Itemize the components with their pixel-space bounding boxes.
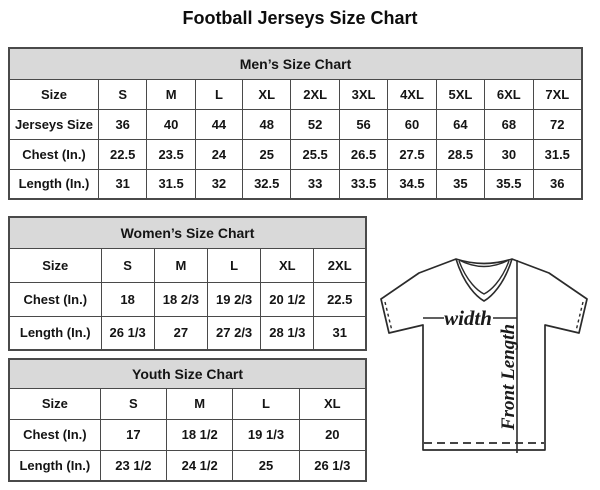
table-row bbox=[9, 169, 582, 199]
row-label: Size bbox=[9, 248, 101, 282]
size-cell: M bbox=[167, 388, 233, 419]
size-cell: 4XL bbox=[388, 79, 436, 109]
womens-size-table bbox=[8, 216, 367, 351]
size-cell: 31.5 bbox=[147, 169, 195, 199]
size-cell: 64 bbox=[436, 109, 484, 139]
size-cell: S bbox=[98, 79, 146, 109]
size-cell: 22.5 bbox=[98, 139, 146, 169]
size-cell: 36 bbox=[533, 169, 582, 199]
size-cell: 31 bbox=[98, 169, 146, 199]
table-title: Men’s Size Chart bbox=[9, 48, 582, 79]
size-cell: 25 bbox=[233, 450, 299, 481]
size-cell: XL bbox=[299, 388, 366, 419]
row-label: Chest (In.) bbox=[9, 419, 100, 450]
size-cell: 20 1/2 bbox=[261, 282, 314, 316]
size-cell: 24 bbox=[195, 139, 242, 169]
size-cell: M bbox=[154, 248, 207, 282]
size-cell: S bbox=[100, 388, 166, 419]
jersey-outline bbox=[381, 259, 587, 450]
size-cell: 30 bbox=[485, 139, 533, 169]
size-cell: M bbox=[147, 79, 195, 109]
size-cell: 28 1/3 bbox=[261, 316, 314, 350]
size-cell: 31.5 bbox=[533, 139, 582, 169]
size-cell: 18 1/2 bbox=[167, 419, 233, 450]
size-cell: 18 2/3 bbox=[154, 282, 207, 316]
size-cell: 23.5 bbox=[147, 139, 195, 169]
row-label: Length (In.) bbox=[9, 169, 98, 199]
table-row bbox=[9, 109, 582, 139]
size-cell: L bbox=[195, 79, 242, 109]
row-label: Length (In.) bbox=[9, 450, 100, 481]
size-cell: 20 bbox=[299, 419, 366, 450]
size-cell: 36 bbox=[98, 109, 146, 139]
table-row bbox=[9, 388, 366, 419]
size-cell: 25.5 bbox=[291, 139, 339, 169]
jersey-diagram bbox=[371, 247, 590, 459]
size-cell: 26 1/3 bbox=[299, 450, 366, 481]
size-cell: 27 2/3 bbox=[207, 316, 260, 350]
size-cell: S bbox=[101, 248, 154, 282]
size-cell: 40 bbox=[147, 109, 195, 139]
size-cell: L bbox=[207, 248, 260, 282]
size-cell: 19 1/3 bbox=[233, 419, 299, 450]
table-row bbox=[9, 282, 366, 316]
size-cell: 18 bbox=[101, 282, 154, 316]
table-title: Youth Size Chart bbox=[9, 359, 366, 388]
size-cell: 2XL bbox=[291, 79, 339, 109]
mens-size-table bbox=[8, 47, 583, 200]
size-cell: 3XL bbox=[339, 79, 387, 109]
size-cell: 31 bbox=[314, 316, 366, 350]
size-cell: 33 bbox=[291, 169, 339, 199]
size-cell: 25 bbox=[243, 139, 291, 169]
jersey-illustration bbox=[371, 247, 590, 459]
size-cell: 27.5 bbox=[388, 139, 436, 169]
size-cell: 52 bbox=[291, 109, 339, 139]
size-cell: 35.5 bbox=[485, 169, 533, 199]
size-cell: 68 bbox=[485, 109, 533, 139]
row-label: Length (In.) bbox=[9, 316, 101, 350]
size-cell: 44 bbox=[195, 109, 242, 139]
size-cell: 72 bbox=[533, 109, 582, 139]
size-cell: 35 bbox=[436, 169, 484, 199]
size-cell: 27 bbox=[154, 316, 207, 350]
table-row bbox=[9, 79, 582, 109]
table-row bbox=[9, 419, 366, 450]
size-cell: 28.5 bbox=[436, 139, 484, 169]
size-cell: 32.5 bbox=[243, 169, 291, 199]
row-label: Size bbox=[9, 388, 100, 419]
size-cell: XL bbox=[261, 248, 314, 282]
size-cell: 34.5 bbox=[388, 169, 436, 199]
size-cell: L bbox=[233, 388, 299, 419]
table-row bbox=[9, 248, 366, 282]
size-cell: 24 1/2 bbox=[167, 450, 233, 481]
size-cell: 17 bbox=[100, 419, 166, 450]
table-row bbox=[9, 450, 366, 481]
row-label: Size bbox=[9, 79, 98, 109]
width-label: width bbox=[444, 306, 492, 330]
table-title: Women’s Size Chart bbox=[9, 217, 366, 248]
row-label: Jerseys Size bbox=[9, 109, 98, 139]
size-cell: 32 bbox=[195, 169, 242, 199]
size-cell: 33.5 bbox=[339, 169, 387, 199]
size-cell: 48 bbox=[243, 109, 291, 139]
table-row bbox=[9, 316, 366, 350]
size-cell: 56 bbox=[339, 109, 387, 139]
size-cell: 26 1/3 bbox=[101, 316, 154, 350]
size-cell: 5XL bbox=[436, 79, 484, 109]
front-length-label: Front Length bbox=[498, 323, 519, 431]
row-label: Chest (In.) bbox=[9, 139, 98, 169]
size-cell: 60 bbox=[388, 109, 436, 139]
row-label: Chest (In.) bbox=[9, 282, 101, 316]
size-cell: 22.5 bbox=[314, 282, 366, 316]
size-cell: 2XL bbox=[314, 248, 366, 282]
size-cell: 26.5 bbox=[339, 139, 387, 169]
size-cell: 19 2/3 bbox=[207, 282, 260, 316]
size-cell: XL bbox=[243, 79, 291, 109]
table-row bbox=[9, 139, 582, 169]
page-title: Football Jerseys Size Chart bbox=[182, 8, 418, 28]
youth-size-table bbox=[8, 358, 367, 482]
size-cell: 6XL bbox=[485, 79, 533, 109]
size-cell: 23 1/2 bbox=[100, 450, 166, 481]
size-cell: 7XL bbox=[533, 79, 582, 109]
